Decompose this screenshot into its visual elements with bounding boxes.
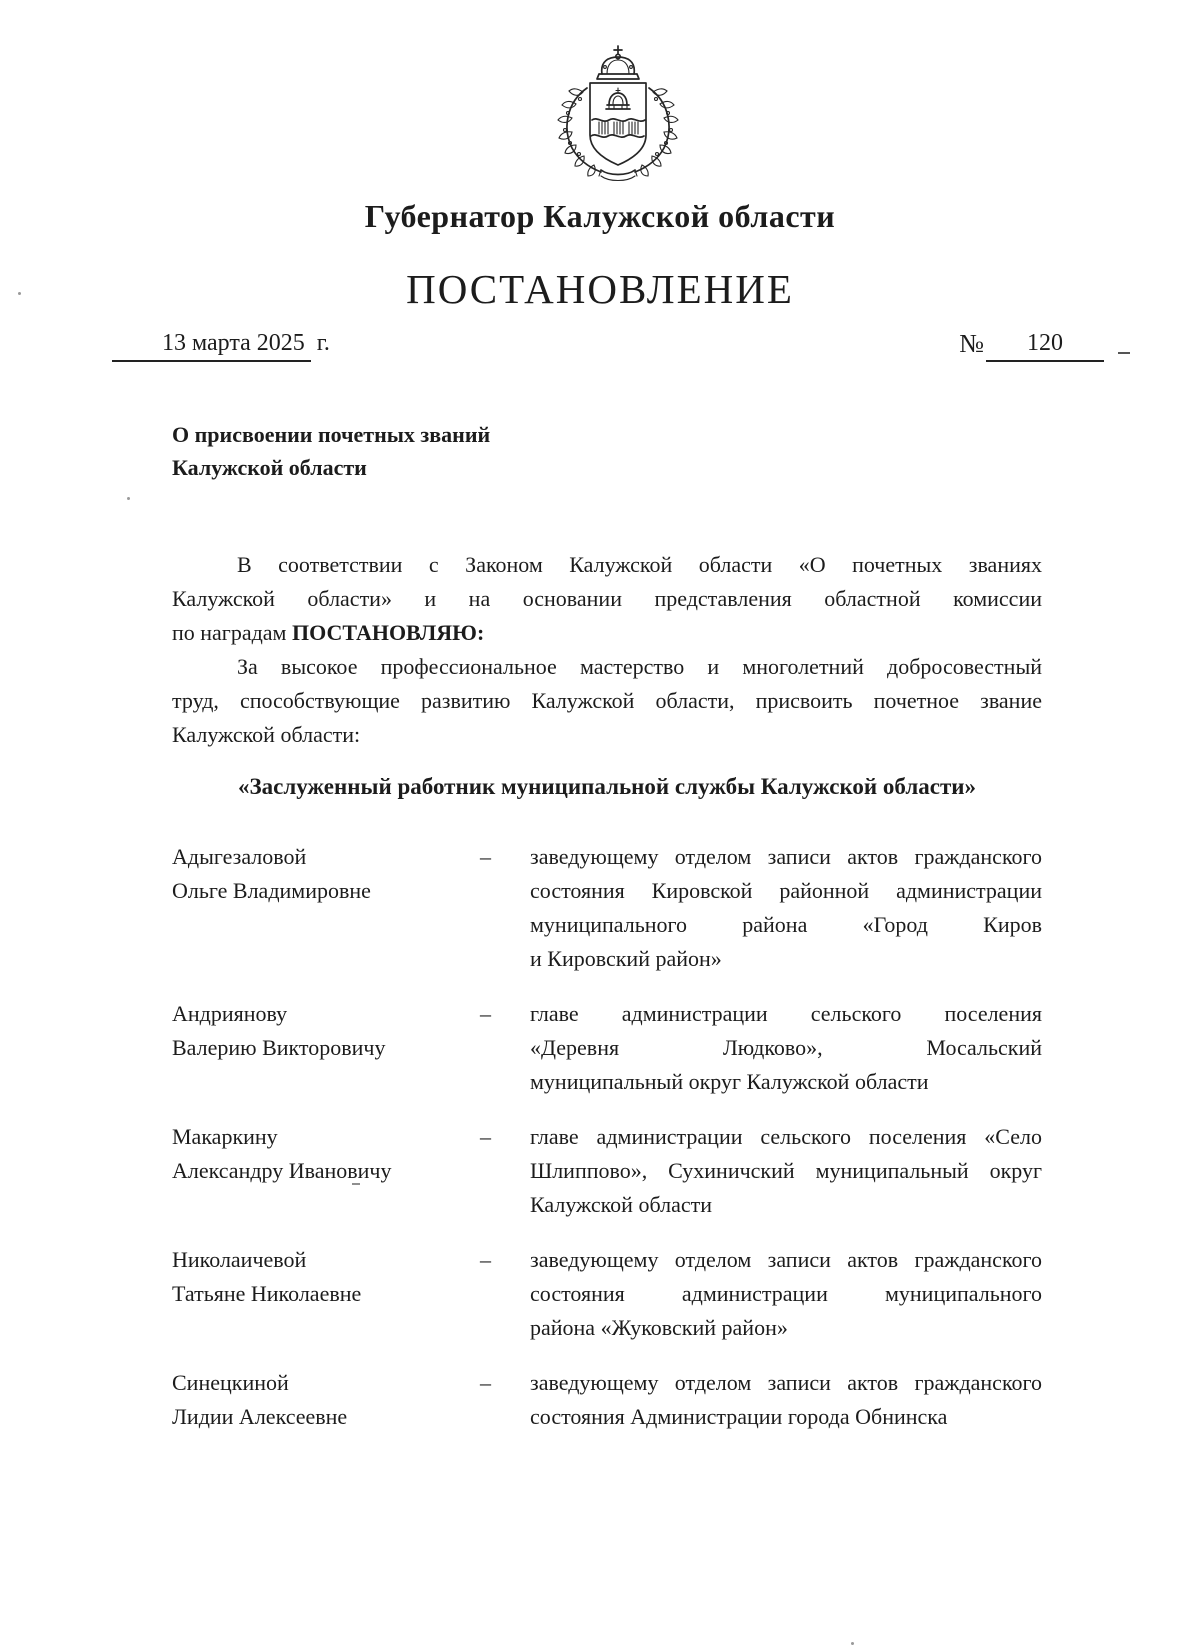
paragraph-line [172, 548, 1042, 582]
text-segment: За высокое профессиональное мастерство и многолетний добросовестный [237, 654, 1042, 679]
awardee-position-line [530, 942, 1042, 976]
subject-line: Калужской области [172, 455, 367, 480]
document-body [172, 418, 1042, 1434]
scan-artifact-dash [352, 1183, 360, 1185]
issuing-authority-title: Губернатор Калужской области [364, 198, 836, 234]
text-segment: муниципальный округ Калужской области [530, 1069, 929, 1094]
awardee-row [172, 1120, 1042, 1222]
awardee-position [530, 1366, 1042, 1434]
awardee-name-line: Лидии Алексеевне [172, 1404, 348, 1429]
awardee-position-line [530, 1311, 1042, 1345]
text-segment: В соответствии с Законом Калужской области «О почетных званиях [237, 552, 1042, 577]
entry-dash: – [480, 844, 491, 869]
number-value: 120 [986, 330, 1104, 362]
paragraph-line [172, 718, 1042, 752]
awardee-position-line [530, 1366, 1042, 1400]
entry-dash: – [480, 1370, 491, 1395]
text-segment: труд, способствующие развитию Калужской области, присвоить почетное звание [172, 688, 1042, 713]
document-type-title: ПОСТАНОВЛЕНИЕ [406, 266, 794, 312]
paragraph-line [172, 650, 1042, 684]
awardee-position-line [530, 997, 1042, 1031]
awardee-name-line: Адыгезаловой [172, 844, 307, 869]
awardee-name [172, 1243, 480, 1345]
text-segment: заведующему отделом записи актов гражданского [530, 844, 1042, 869]
awardee-name-line: Ольге Владимировне [172, 878, 371, 903]
date-value: 13 марта 2025 [112, 330, 311, 362]
awardee-name-line: Татьяне Николаевне [172, 1281, 362, 1306]
awardee-position-line [530, 1188, 1042, 1222]
awardee-position-line [530, 1277, 1042, 1311]
awardee-position-line [530, 1031, 1042, 1065]
text-segment: и Кировский район» [530, 946, 722, 971]
awardee-position-line [530, 1400, 1042, 1434]
paragraph-line [172, 684, 1042, 718]
text-segment: Калужской области: [172, 722, 361, 747]
paragraph-line [172, 616, 1042, 650]
body-paragraphs [172, 548, 1042, 752]
text-segment: главе администрации сельского поселения [530, 1001, 1042, 1026]
awardee-position-line [530, 1065, 1042, 1099]
awardees-list [172, 840, 1042, 1434]
text-segment: состояния Администрации города Обнинска [530, 1404, 948, 1429]
kaluga-coat-of-arms-icon [543, 42, 693, 184]
text-segment: состояния администрации муниципального [530, 1281, 1042, 1306]
awardee-position [530, 1120, 1042, 1222]
entry-dash: – [480, 1001, 491, 1026]
text-segment: Калужской области [530, 1192, 712, 1217]
text-segment: муниципального района «Город Киров [530, 912, 1042, 937]
text-segment: по наградам [172, 620, 292, 645]
awardee-position-line [530, 1120, 1042, 1154]
number-sign: № [959, 329, 984, 358]
awardee-name [172, 1120, 480, 1222]
awardee-row [172, 840, 1042, 976]
awardee-position [530, 840, 1042, 976]
text-segment: заведующему отделом записи актов гражданского [530, 1370, 1042, 1395]
awardee-name-line: Макаркину [172, 1124, 278, 1149]
awardee-name-line: Александру Ивановичу [172, 1158, 392, 1183]
awardee-position [530, 1243, 1042, 1345]
awardee-name [172, 1366, 480, 1434]
text-segment: района «Жуковский район» [530, 1315, 788, 1340]
awardee-name [172, 997, 480, 1099]
entry-dash: – [480, 1247, 491, 1272]
awardee-name-line: Синецкиной [172, 1370, 289, 1395]
awardee-position-line [530, 1154, 1042, 1188]
number-field [959, 329, 1130, 362]
awardee-name [172, 840, 480, 976]
scan-artifact-dot [851, 1642, 854, 1645]
text-segment: ПОСТАНОВЛЯЮ: [291, 620, 485, 645]
awardee-position-line [530, 840, 1042, 874]
subject-heading [172, 418, 1042, 484]
form-line-fragment [1118, 352, 1130, 354]
awardee-position-line [530, 1243, 1042, 1277]
text-segment: состояния Кировской районной администрации [530, 878, 1042, 903]
awardee-row [172, 1243, 1042, 1345]
subject-line: О присвоении почетных званий [172, 422, 491, 447]
awardee-position-line [530, 874, 1042, 908]
honorary-title-heading: «Заслуженный работник муниципальной службы Калужской области» [237, 774, 976, 799]
entry-dash: – [480, 1124, 491, 1149]
awardee-name-line: Андриянову [172, 1001, 288, 1026]
text-segment: Калужской области» и на основании представления областной комиссии [172, 586, 1042, 611]
text-segment: Шлиппово», Сухиничский муниципальный округ [530, 1158, 1042, 1183]
paragraph [172, 548, 1042, 650]
date-number-row [112, 329, 1130, 362]
awardee-row [172, 1366, 1042, 1434]
text-segment: заведующему отделом записи актов гражданского [530, 1247, 1042, 1272]
awardee-row [172, 997, 1042, 1099]
awardee-name-line: Валерию Викторовичу [172, 1035, 386, 1060]
scan-artifact-dot [127, 497, 130, 500]
paragraph-line [172, 582, 1042, 616]
awardee-name-line: Николаичевой [172, 1247, 307, 1272]
scan-artifact-dot [18, 292, 21, 295]
date-suffix: г. [316, 330, 330, 356]
paragraph [172, 650, 1042, 752]
awardee-position [530, 997, 1042, 1099]
date-field [112, 330, 330, 362]
awardee-position-line [530, 908, 1042, 942]
text-segment: главе администрации сельского поселения «Село [530, 1124, 1042, 1149]
text-segment: «Деревня Людково», Мосальский [530, 1035, 1042, 1060]
